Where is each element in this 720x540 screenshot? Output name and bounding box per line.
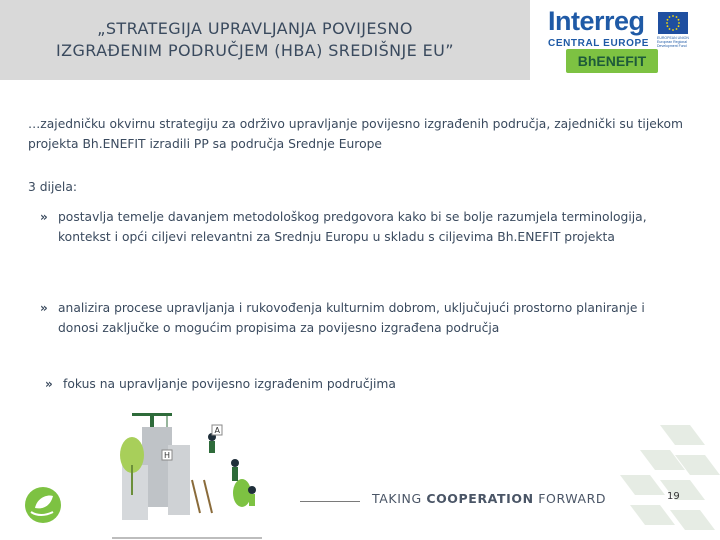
intro-paragraph: …zajedničku okvirnu strategiju za održivo upravljanje povijesno izgrađenih područja, zajednički su tijekom projekta Bh.ENEFIT izradili PP sa područja Srednje Europe [28,117,683,151]
city-building-illustration [112,405,262,540]
decorative-arrow-pattern [610,410,720,540]
slide-title [20,18,490,62]
ladder-icon [192,480,212,513]
title-line-2: IZGRAĐENIM PODRUČJEM (HBA) SREDIŠNJE EU” [56,41,454,60]
bullet-text: fokus na upravljanje povijesno izgrađenim područjima [63,377,396,391]
page-number: 19 [667,491,680,502]
tagline-suffix: FORWARD [533,491,607,506]
bullet-marker-icon: » [45,377,53,391]
hands-leaf-icon [23,486,63,524]
tagline-prefix: TAKING [372,491,427,506]
parts-label: 3 dijela: [28,180,78,194]
bullet-item-3 [45,374,645,394]
bullet-item-2 [40,298,680,338]
svg-text:A: A [214,426,220,435]
project-badge: BhENEFIT [566,49,658,73]
bullet-text: postavlja temelje davanjem metodološkog predgovora kako bi se bolje razumjela terminologija, kontekst i opći ciljevi relevantni za Srednju Europu u skladu s ciljevima Bh.ENEFIT projekta [58,210,647,244]
footer-divider [300,501,360,502]
slide-header [0,0,720,80]
bullet-text: analizira procese upravljanja i rukovođenja kulturnim dobrom, uključujući prostorno planiranje i donosi zaključke o mogućim propisima za povijesno izgrađena područja [58,301,645,335]
title-line-1: „STRATEGIJA UPRAVLJANJA POVIJESNO [97,19,413,38]
interreg-logo [530,0,720,80]
eu-label: EUROPEAN UNION European Regional Development Fund [657,36,689,48]
bullet-marker-icon: » [40,210,48,224]
footer-tagline [372,491,606,506]
logo-wordmark: Interreg [548,6,645,36]
bullet-item-1 [40,207,680,247]
eu-flag-icon [658,12,688,34]
svg-text:H: H [164,451,171,460]
bullet-marker-icon: » [40,301,48,315]
tagline-strong: COOPERATION [426,491,534,506]
logo-subtitle: CENTRAL EUROPE [548,38,650,49]
